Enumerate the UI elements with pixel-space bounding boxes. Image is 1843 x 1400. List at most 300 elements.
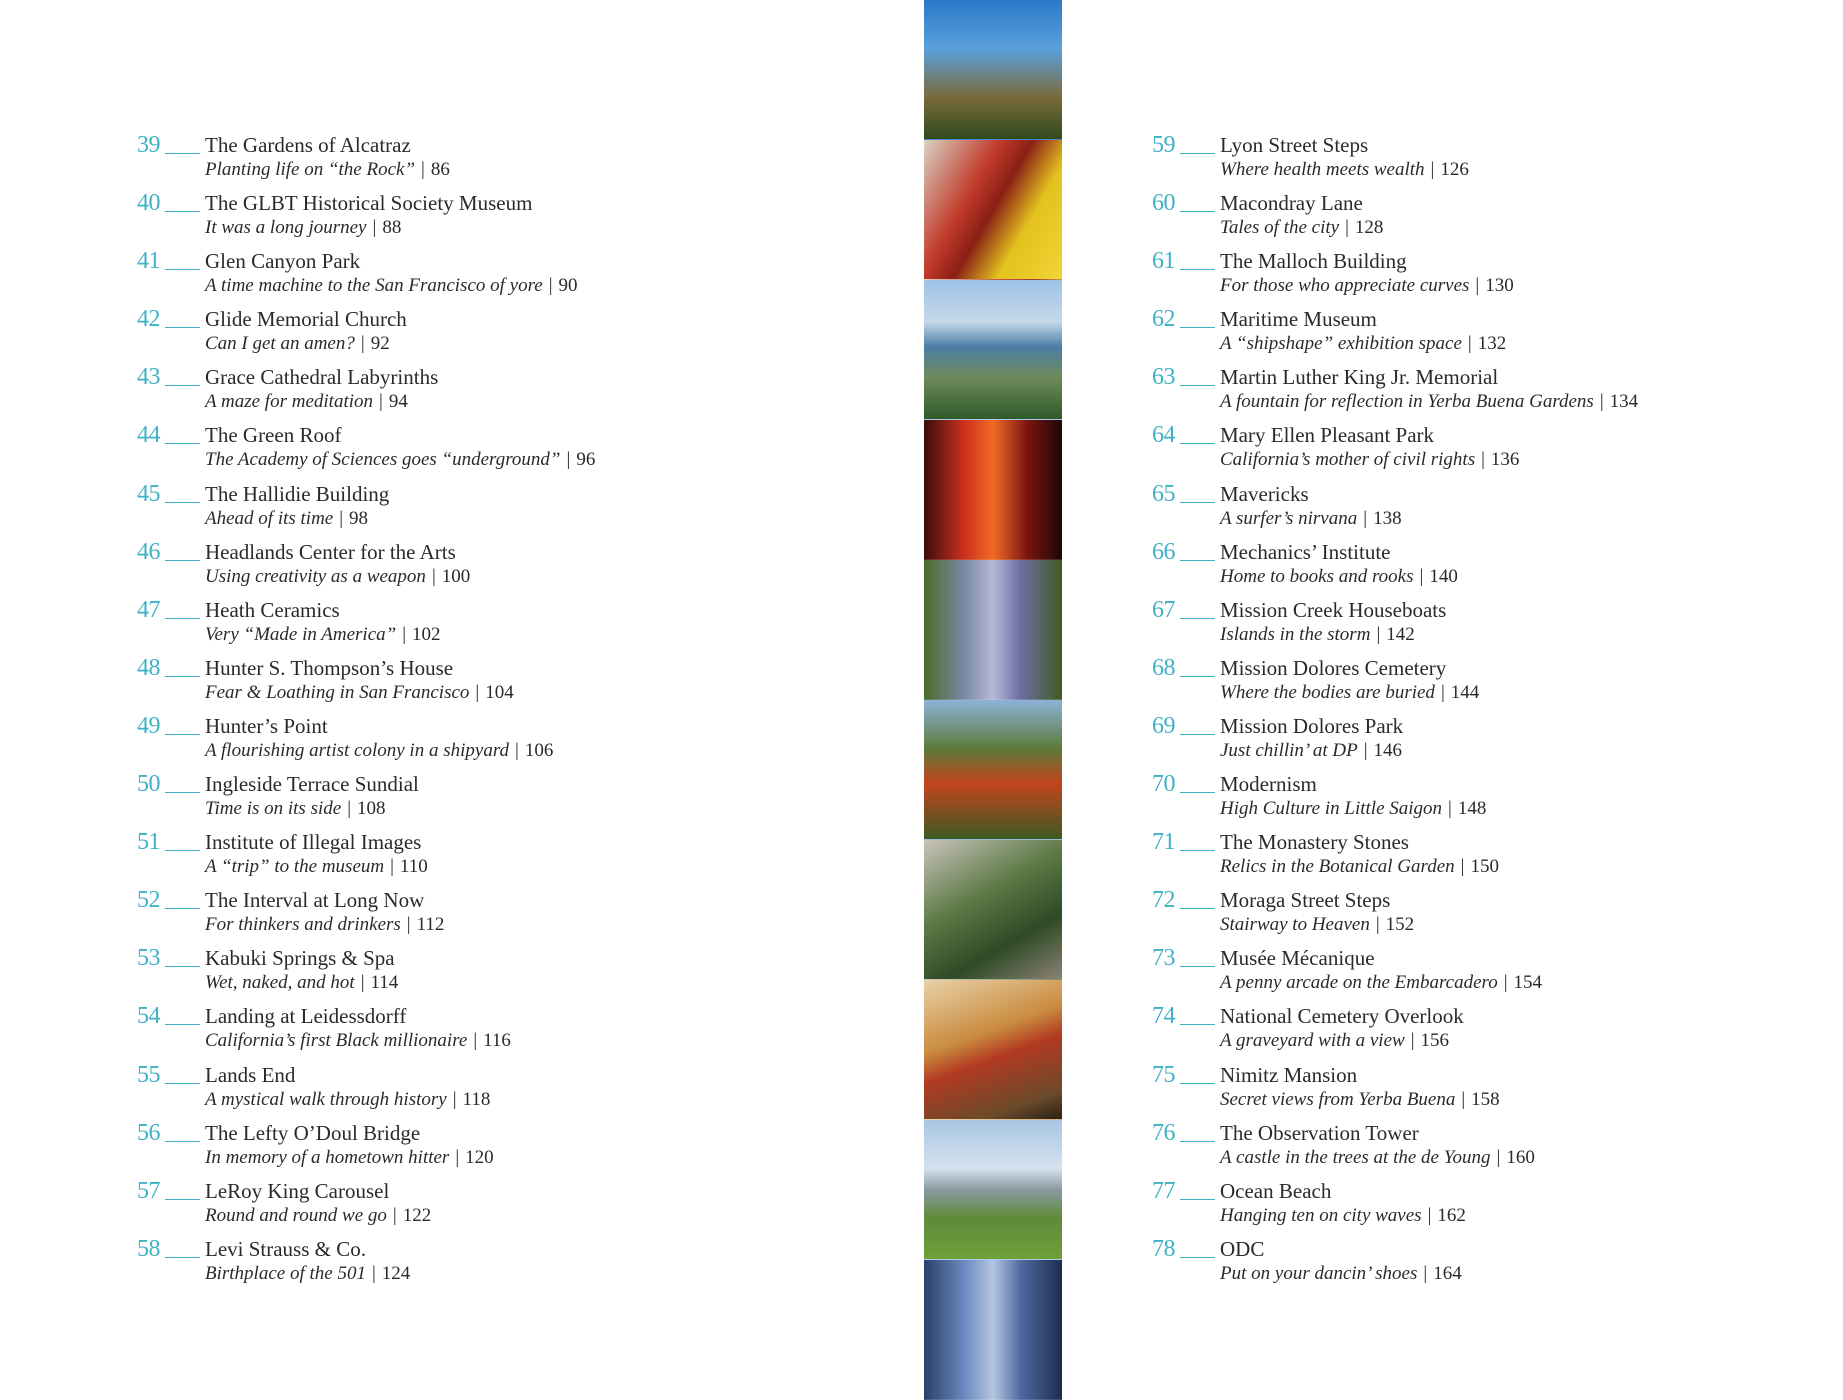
entry-subtitle: [1220, 507, 1402, 530]
toc-entry[interactable]: [1152, 481, 1832, 539]
entry-subtitle: [205, 216, 401, 239]
toc-entry[interactable]: [137, 364, 897, 422]
entry-number: 55: [137, 1061, 160, 1088]
entry-number: 65: [1152, 480, 1175, 507]
entry-rule: [165, 850, 200, 851]
entry-subtitle: [1220, 739, 1402, 762]
entry-number: 42: [137, 306, 160, 333]
entry-number: 75: [1152, 1061, 1175, 1088]
toc-entry[interactable]: [137, 1178, 897, 1236]
entry-separator: |: [1475, 275, 1480, 297]
entry-title: Ingleside Terrace Sundial: [205, 772, 419, 797]
toc-entry[interactable]: [137, 655, 897, 713]
entry-number: 50: [137, 771, 160, 798]
entry-separator: |: [339, 507, 344, 529]
toc-entry[interactable]: [1152, 539, 1832, 597]
toc-entry[interactable]: [1152, 771, 1832, 829]
entry-page: 122: [402, 1204, 432, 1226]
entry-subtitle: [1220, 971, 1542, 994]
toc-entry[interactable]: [1152, 190, 1832, 248]
entry-separator: |: [347, 798, 351, 820]
entry-separator: |: [1599, 391, 1604, 413]
entry-page: 94: [388, 391, 408, 413]
toc-entry[interactable]: [137, 422, 897, 480]
entry-separator: |: [371, 1262, 376, 1284]
entry-number: 77: [1152, 1177, 1175, 1204]
entry-separator: |: [1496, 1146, 1501, 1168]
entry-rule: [165, 1083, 200, 1084]
entry-separator: |: [421, 159, 425, 180]
entry-title: Modernism: [1220, 772, 1317, 797]
entry-number: 76: [1152, 1119, 1175, 1146]
entry-title: Maritime Museum: [1220, 307, 1377, 332]
entry-separator: |: [1345, 217, 1349, 239]
entry-title: The Lefty O’Doul Bridge: [205, 1120, 421, 1145]
entry-tagline: Tales of the city: [1220, 217, 1340, 239]
entry-tagline: Hanging ten on city waves: [1220, 1204, 1422, 1226]
entry-title: ODC: [1220, 1236, 1265, 1261]
entry-title: Heath Ceramics: [205, 597, 340, 622]
entry-separator: |: [1503, 972, 1508, 994]
entry-title: Martin Luther King Jr. Memorial: [1220, 365, 1499, 390]
entry-subtitle: [205, 274, 578, 297]
entry-tagline: A fountain for reflection in Yerba Buena Gardens: [1220, 391, 1594, 413]
entry-number: 71: [1152, 829, 1175, 856]
entry-number: 47: [137, 596, 160, 623]
entry-rule: [1180, 850, 1215, 851]
toc-entry[interactable]: [1152, 422, 1832, 480]
photo-strip: [924, 0, 1062, 1400]
entry-number: 53: [137, 945, 160, 972]
photo-courtyard-trees: [924, 840, 1062, 980]
entry-rule: [1180, 443, 1215, 444]
entry-rule: [165, 560, 200, 561]
entry-page: 138: [1373, 507, 1402, 529]
entry-title: Kabuki Springs & Spa: [205, 946, 395, 971]
entry-tagline: Stairway to Heaven: [1220, 914, 1370, 936]
entry-subtitle: [205, 332, 390, 355]
entry-page: 152: [1385, 914, 1415, 936]
entry-subtitle: [205, 913, 444, 936]
entry-separator: |: [431, 565, 436, 587]
entry-page: 100: [441, 565, 471, 587]
entry-subtitle: [205, 623, 441, 646]
entry-rule: [165, 676, 200, 677]
entry-title: The Gardens of Alcatraz: [205, 133, 411, 157]
entry-tagline: For thinkers and drinkers: [205, 914, 401, 936]
entry-tagline: Where the bodies are buried: [1220, 681, 1435, 703]
toc-entry[interactable]: [1152, 597, 1832, 655]
entry-rule: [1180, 1199, 1215, 1200]
toc-entry[interactable]: [1152, 713, 1832, 771]
entry-rule: [1180, 676, 1215, 677]
entry-separator: |: [379, 391, 383, 413]
entry-page: 126: [1440, 159, 1469, 180]
entry-title: National Cemetery Overlook: [1220, 1004, 1464, 1029]
entry-separator: |: [402, 623, 407, 645]
toc-entry[interactable]: [1152, 655, 1832, 713]
entry-tagline: Fear & Loathing in San Francisco: [205, 681, 470, 703]
entry-page: 106: [524, 739, 554, 761]
entry-separator: |: [372, 217, 377, 239]
entry-separator: |: [455, 1146, 460, 1168]
entry-number: 64: [1152, 422, 1175, 449]
entry-page: 132: [1477, 333, 1507, 355]
entry-tagline: A “shipshape” exhibition space: [1220, 333, 1462, 355]
entry-title: Mission Creek Houseboats: [1220, 597, 1447, 622]
photo-mosaic-column: [924, 560, 1062, 700]
toc-entry[interactable]: [137, 771, 897, 829]
entry-number: 62: [1152, 306, 1175, 333]
entry-page: 130: [1485, 275, 1514, 297]
toc-entry[interactable]: [1152, 945, 1832, 1003]
entry-rule: [1180, 1083, 1215, 1084]
entry-tagline: A maze for meditation: [205, 391, 374, 413]
entry-title: The GLBT Historical Society Museum: [205, 191, 533, 216]
entry-subtitle: [205, 971, 398, 994]
entry-number: 70: [1152, 771, 1175, 798]
entry-rule: [1180, 385, 1215, 386]
toc-entry[interactable]: [137, 132, 897, 190]
entry-separator: |: [360, 333, 365, 355]
entry-title: Levi Strauss & Co.: [205, 1236, 366, 1261]
entry-page: 156: [1420, 1030, 1450, 1052]
entry-number: 41: [137, 248, 160, 275]
entry-rule: [1180, 908, 1215, 909]
entry-subtitle: [205, 1088, 490, 1111]
entry-rule: [165, 908, 200, 909]
entry-number: 45: [137, 480, 160, 507]
entry-rule: [1180, 618, 1215, 619]
entry-rule: [165, 1141, 200, 1142]
entry-separator: |: [1410, 1030, 1415, 1052]
entry-title: Mission Dolores Cemetery: [1220, 655, 1447, 680]
entry-tagline: Very “Made in America”: [205, 623, 397, 645]
entry-tagline: The Academy of Sciences goes “underground”: [205, 449, 561, 471]
entry-page: 120: [465, 1146, 494, 1168]
entry-tagline: It was a long journey: [205, 217, 367, 239]
entry-number: 63: [1152, 364, 1175, 391]
entry-number: 49: [137, 712, 160, 739]
entry-separator: |: [515, 739, 519, 761]
entry-number: 40: [137, 190, 160, 217]
entry-separator: |: [1423, 1262, 1428, 1284]
entry-subtitle: [205, 739, 553, 762]
entry-rule: [165, 734, 200, 735]
entry-rule: [165, 1199, 200, 1200]
entry-title: The Interval at Long Now: [205, 888, 425, 913]
photo-red-sculpture: [924, 0, 1062, 140]
entry-title: Lyon Street Steps: [1220, 133, 1369, 157]
entry-title: Mary Ellen Pleasant Park: [1220, 423, 1435, 448]
entry-number: 56: [137, 1119, 160, 1146]
entry-tagline: A time machine to the San Francisco of yore: [205, 275, 543, 297]
entry-rule: [1180, 966, 1215, 967]
toc-entry[interactable]: [137, 1062, 897, 1120]
entry-rule: [165, 966, 200, 967]
toc-entry[interactable]: [137, 829, 897, 887]
entry-page: 116: [483, 1030, 511, 1052]
entry-title: The Green Roof: [205, 423, 342, 448]
entry-page: 140: [1429, 565, 1458, 587]
toc-entry[interactable]: [1152, 829, 1832, 887]
entry-tagline: Wet, naked, and hot: [205, 972, 355, 994]
entry-page: 90: [558, 275, 578, 297]
entry-title: Nimitz Mansion: [1220, 1062, 1358, 1087]
entry-number: 43: [137, 364, 160, 391]
entry-subtitle: [1220, 1088, 1500, 1111]
toc-entry[interactable]: [1152, 1003, 1832, 1061]
entry-tagline: A castle in the trees at the de Young: [1220, 1146, 1491, 1168]
entry-subtitle: [1220, 216, 1383, 239]
toc-entry[interactable]: [1152, 1062, 1832, 1120]
entry-tagline: Ahead of its time: [205, 507, 334, 529]
entry-number: 44: [137, 422, 160, 449]
entry-tagline: California’s mother of civil rights: [1220, 449, 1476, 471]
entry-subtitle: [1220, 913, 1414, 936]
entry-page: 150: [1470, 856, 1499, 878]
entry-number: 61: [1152, 248, 1175, 275]
entry-rule: [165, 618, 200, 619]
entry-tagline: A “trip” to the museum: [205, 856, 385, 878]
toc-entry[interactable]: [1152, 306, 1832, 364]
entry-page: 108: [357, 798, 386, 820]
toc-right-column: [1152, 132, 1832, 1294]
entry-separator: |: [360, 972, 365, 994]
entry-page: 154: [1513, 972, 1543, 994]
entry-rule: [1180, 269, 1215, 270]
toc-entry[interactable]: [137, 1003, 897, 1061]
entry-page: 142: [1386, 623, 1415, 645]
toc-entry[interactable]: [1152, 248, 1832, 306]
entry-subtitle: [1220, 448, 1519, 471]
toc-entry[interactable]: [137, 306, 897, 364]
entry-rule: [165, 1257, 200, 1258]
entry-tagline: Put on your dancin’ shoes: [1220, 1262, 1418, 1284]
entry-rule: [1180, 1141, 1215, 1142]
toc-entry[interactable]: [137, 539, 897, 597]
entry-separator: |: [452, 1088, 457, 1110]
entry-number: 69: [1152, 712, 1175, 739]
entry-rule: [1180, 1257, 1215, 1258]
photo-arcade-sign: [924, 980, 1062, 1120]
entry-rule: [1180, 153, 1215, 154]
entry-separator: |: [1430, 159, 1435, 180]
entry-title: Glide Memorial Church: [205, 307, 407, 332]
entry-tagline: A penny arcade on the Embarcadero: [1220, 972, 1498, 994]
toc-entry[interactable]: [137, 190, 897, 248]
entry-title: Glen Canyon Park: [205, 249, 361, 274]
entry-page: 98: [349, 507, 369, 529]
entry-rule: [1180, 211, 1215, 212]
toc-entry[interactable]: [1152, 1120, 1832, 1178]
entry-rule: [165, 443, 200, 444]
toc-entry[interactable]: [137, 248, 897, 306]
entry-rule: [165, 385, 200, 386]
entry-tagline: Just chillin’ at DP: [1220, 739, 1358, 761]
entry-number: 66: [1152, 538, 1175, 565]
entry-subtitle: [1220, 158, 1469, 181]
entry-title: The Malloch Building: [1220, 249, 1407, 274]
entry-separator: |: [1440, 681, 1445, 703]
toc-entry[interactable]: [137, 597, 897, 655]
entry-tagline: A mystical walk through history: [205, 1088, 447, 1110]
entry-subtitle: [1220, 565, 1458, 588]
entry-rule: [165, 792, 200, 793]
entry-page: 114: [370, 972, 399, 994]
entry-title: Musée Mécanique: [1220, 946, 1375, 971]
entry-separator: |: [392, 1204, 397, 1226]
entry-title: Landing at Leidessdorff: [205, 1004, 407, 1029]
entry-tagline: A flourishing artist colony in a shipyard: [205, 739, 510, 761]
photo-neon-theater: [924, 420, 1062, 560]
entry-page: 128: [1354, 217, 1384, 239]
photo-cable-car: [924, 140, 1062, 280]
entry-page: 110: [399, 856, 428, 878]
entry-tagline: In memory of a hometown hitter: [205, 1146, 450, 1168]
entry-subtitle: [1220, 1029, 1449, 1052]
entry-page: 134: [1609, 391, 1639, 413]
entry-number: 67: [1152, 596, 1175, 623]
toc-entry[interactable]: [137, 713, 897, 771]
entry-page: 88: [382, 217, 402, 239]
entry-number: 60: [1152, 190, 1175, 217]
entry-subtitle: [205, 855, 428, 878]
entry-page: 162: [1437, 1204, 1466, 1226]
entry-rule: [165, 502, 200, 503]
entry-tagline: High Culture in Little Saigon: [1220, 798, 1443, 820]
entry-title: Hunter S. Thompson’s House: [205, 655, 454, 680]
entry-title: Institute of Illegal Images: [205, 830, 422, 855]
entry-page: 112: [416, 914, 445, 936]
toc-entry[interactable]: [1152, 887, 1832, 945]
entry-page: 144: [1450, 681, 1480, 703]
entry-subtitle: [205, 1262, 410, 1285]
entry-number: 52: [137, 887, 160, 914]
entry-number: 46: [137, 538, 160, 565]
entry-page: 104: [485, 681, 514, 703]
entry-subtitle: [1220, 1146, 1535, 1169]
toc-entry[interactable]: [1152, 1178, 1832, 1236]
entry-tagline: For those who appreciate curves: [1220, 275, 1470, 297]
entry-separator: |: [1481, 449, 1485, 471]
toc-left-column: [137, 132, 897, 1294]
entry-title: The Hallidie Building: [205, 481, 390, 506]
entry-subtitle: [205, 1029, 511, 1052]
photo-bay-shoreline: [924, 280, 1062, 420]
entry-number: 68: [1152, 654, 1175, 681]
toc-entry[interactable]: [137, 887, 897, 945]
entry-title: Lands End: [205, 1062, 296, 1087]
entry-number: 73: [1152, 945, 1175, 972]
entry-number: 51: [137, 829, 160, 856]
entry-separator: |: [1460, 856, 1465, 878]
entry-number: 74: [1152, 1003, 1175, 1030]
entry-subtitle: [1220, 1262, 1462, 1285]
entry-page: 124: [381, 1262, 411, 1284]
entry-tagline: Birthplace of the 501: [205, 1262, 366, 1284]
entry-subtitle: [205, 1146, 494, 1169]
entry-tagline: Home to books and rooks: [1220, 565, 1414, 587]
entry-title: Mechanics’ Institute: [1220, 539, 1391, 564]
photo-garden-flowers: [924, 700, 1062, 840]
entry-subtitle: [205, 681, 514, 704]
toc-entry[interactable]: [137, 1236, 897, 1294]
entry-subtitle: [205, 448, 595, 471]
entry-subtitle: [1220, 390, 1638, 413]
entry-subtitle: [205, 390, 408, 413]
entry-title: Macondray Lane: [1220, 191, 1363, 216]
photo-park-view: [924, 1120, 1062, 1260]
entry-title: Hunter’s Point: [205, 713, 328, 738]
entry-page: 164: [1433, 1262, 1462, 1284]
entry-rule: [165, 1024, 200, 1025]
entry-rule: [165, 327, 200, 328]
entry-separator: |: [1419, 565, 1424, 587]
entry-number: 48: [137, 654, 160, 681]
entry-subtitle: [1220, 1204, 1466, 1227]
toc-entry[interactable]: [1152, 132, 1832, 190]
entry-separator: |: [390, 856, 394, 878]
entry-number: 78: [1152, 1235, 1175, 1262]
entry-subtitle: [1220, 274, 1514, 297]
entry-title: The Monastery Stones: [1220, 830, 1409, 855]
entry-number: 59: [1152, 132, 1175, 158]
entry-page: 86: [430, 159, 450, 180]
entry-page: 158: [1471, 1088, 1500, 1110]
entry-separator: |: [1375, 914, 1380, 936]
entry-tagline: Can I get an amen?: [205, 333, 355, 355]
entry-rule: [165, 153, 200, 154]
entry-tagline: A surfer’s nirvana: [1220, 507, 1358, 529]
toc-entry[interactable]: [137, 1120, 897, 1178]
entry-title: The Observation Tower: [1220, 1120, 1419, 1145]
entry-rule: [1180, 1024, 1215, 1025]
entry-separator: |: [548, 275, 553, 297]
entry-subtitle: [205, 1204, 431, 1227]
entry-separator: |: [1363, 507, 1368, 529]
entry-title: Grace Cathedral Labyrinths: [205, 365, 439, 390]
entry-title: LeRoy King Carousel: [205, 1178, 390, 1203]
entry-separator: |: [1461, 1088, 1466, 1110]
photo-glass-tower: [924, 1260, 1062, 1400]
entry-title: Headlands Center for the Arts: [205, 539, 456, 564]
entry-tagline: Secret views from Yerba Buena: [1220, 1088, 1456, 1110]
entry-tagline: A graveyard with a view: [1220, 1030, 1405, 1052]
entry-tagline: Using creativity as a weapon: [205, 565, 426, 587]
toc-entry[interactable]: [137, 481, 897, 539]
entry-title: Mavericks: [1220, 481, 1309, 506]
entry-separator: |: [406, 914, 411, 936]
entry-rule: [1180, 560, 1215, 561]
entry-page: 160: [1506, 1146, 1535, 1168]
entry-page: 96: [576, 449, 596, 471]
entry-tagline: Islands in the storm: [1220, 623, 1371, 645]
entry-separator: |: [1448, 798, 1452, 820]
entry-rule: [1180, 734, 1215, 735]
entry-separator: |: [1427, 1204, 1432, 1226]
toc-entry[interactable]: [1152, 1236, 1832, 1294]
entry-subtitle: [1220, 681, 1479, 704]
entry-number: 39: [137, 132, 160, 158]
entry-tagline: Where health meets wealth: [1220, 159, 1425, 180]
entry-tagline: California’s first Black millionaire: [205, 1030, 468, 1052]
entry-tagline: Relics in the Botanical Garden: [1220, 856, 1455, 878]
toc-entry[interactable]: [137, 945, 897, 1003]
toc-entry[interactable]: [1152, 364, 1832, 422]
entry-page: 102: [412, 623, 441, 645]
entry-tagline: Time is on its side: [205, 798, 342, 820]
